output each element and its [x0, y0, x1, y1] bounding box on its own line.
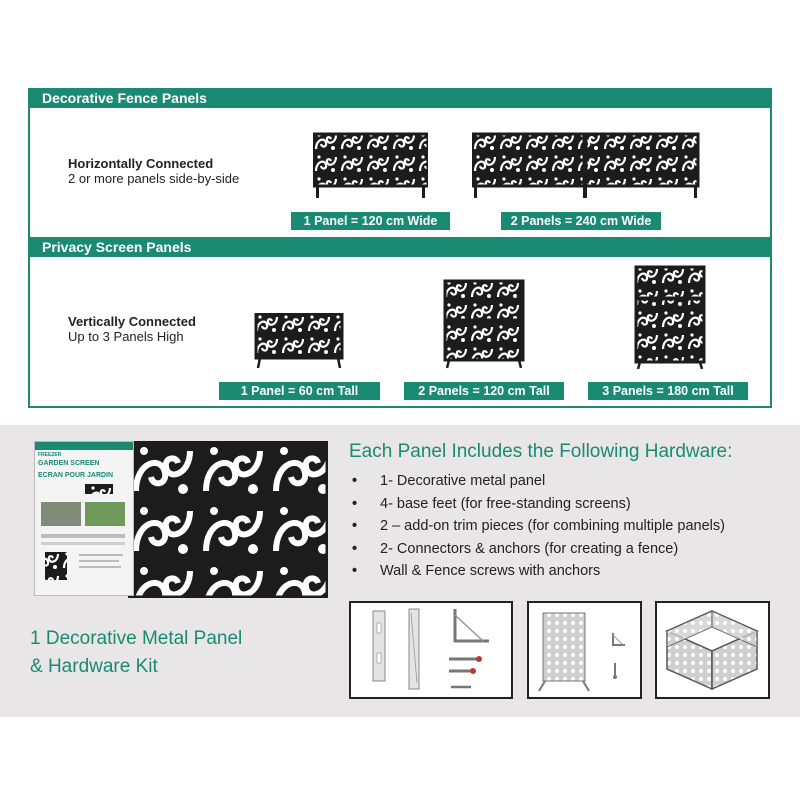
hardware-title: Each Panel Includes the Following Hardware:	[349, 441, 733, 462]
privacy-caption-2: 2 Panels = 120 cm Tall	[404, 382, 564, 400]
privacy-heading-bold: Vertically Connected	[68, 314, 196, 329]
kit-title-line-1: 1 Decorative Metal Panel	[30, 628, 243, 649]
hardware-parts-thumbnail	[349, 601, 513, 699]
box-brand: FREEZER	[38, 452, 62, 458]
bullet-icon: •	[352, 563, 358, 579]
hardware-item: • 2 – add-on trim pieces (for combining multiple panels)	[352, 515, 725, 538]
hardware-item: • 4- base feet (for free-standing screens)	[352, 493, 725, 516]
kit-title	[30, 625, 242, 681]
fence-two-panel-image	[472, 131, 702, 199]
bullet-icon: •	[352, 518, 358, 534]
square-enclosure-thumbnail	[655, 601, 770, 699]
hardware-list	[352, 470, 725, 583]
privacy-caption-1: 1 Panel = 60 cm Tall	[219, 382, 380, 400]
box-top-stripe	[35, 442, 133, 450]
bullet-icon: •	[352, 473, 358, 489]
hardware-item: • 2- Connectors & anchors (for creating a fence)	[352, 538, 725, 561]
privacy-heading	[68, 314, 196, 344]
privacy-section-band: Privacy Screen Panels	[28, 237, 772, 257]
bullet-icon: •	[352, 495, 358, 512]
fence-section-band: Decorative Fence Panels	[28, 88, 772, 108]
panel-stand-thumbnail	[527, 601, 642, 699]
product-box	[34, 441, 134, 596]
kit-title-line-2: & Hardware Kit	[30, 656, 158, 677]
fence-heading-sub: 2 or more panels side-by-side	[68, 171, 240, 186]
bullet-icon: •	[352, 540, 358, 557]
fence-heading-bold: Horizontally Connected	[68, 156, 214, 171]
hardware-item: • Wall & Fence screws with anchors	[352, 560, 725, 583]
scroll-panel-icon	[128, 441, 328, 598]
privacy-two-panel-image	[443, 279, 525, 369]
privacy-caption-3: 3 Panels = 180 cm Tall	[588, 382, 748, 400]
fence-caption-1: 1 Panel = 120 cm Wide	[291, 212, 450, 230]
fence-one-panel-image	[313, 131, 428, 199]
hardware-parts-icon	[351, 603, 511, 697]
fence-heading	[68, 156, 239, 186]
fence-caption-2: 2 Panels = 240 cm Wide	[501, 212, 661, 230]
hardware-item: • 1- Decorative metal panel	[352, 470, 725, 493]
square-enclosure-icon	[657, 603, 768, 697]
box-product-name-fr: ECRAN POUR JARDIN	[38, 472, 114, 479]
box-product-name: GARDEN SCREEN	[38, 460, 100, 467]
privacy-three-panel-image	[634, 265, 706, 369]
privacy-one-panel-image	[254, 313, 344, 369]
box-artwork	[35, 484, 133, 584]
panel-stand-icon	[529, 603, 640, 697]
privacy-heading-sub: Up to 3 Panels High	[68, 329, 184, 344]
